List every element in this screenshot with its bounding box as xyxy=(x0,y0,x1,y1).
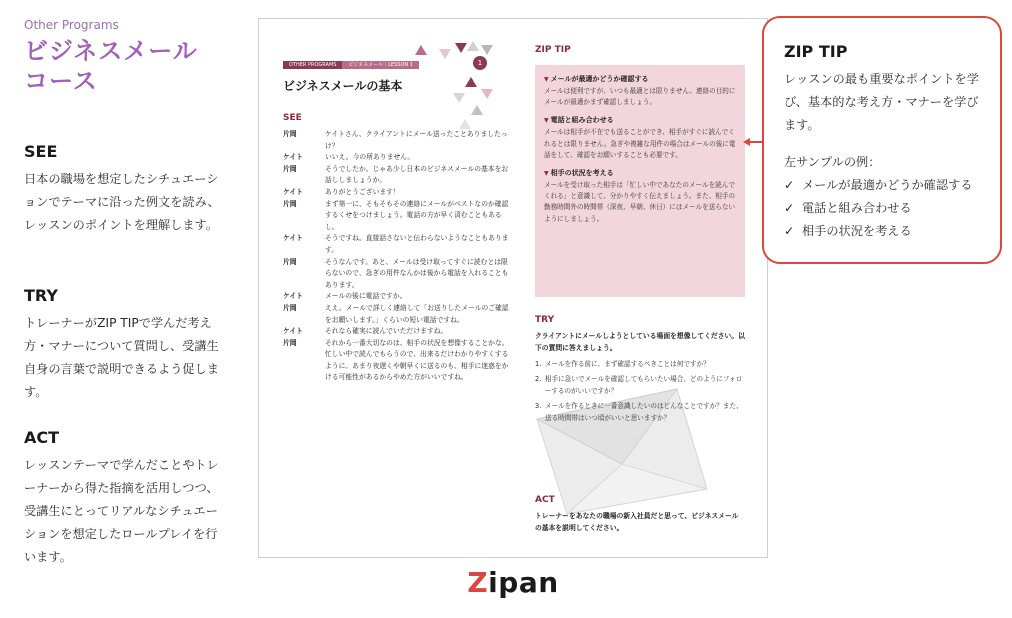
question-number: 2. xyxy=(535,375,542,384)
zip-tip-callout xyxy=(762,16,1002,264)
dialog-line xyxy=(283,233,513,256)
zip-tip-body: メールを受け取った相手は「忙しい中であなたのメールを読んでくれる」と意識して、分かりやすく伝えましょう。また、相手の勤務時間外の時間帯（深夜、早朝、休日）にはメールを送らないようにしましょう。 xyxy=(544,181,736,223)
dialog-text: それなら確実に読んでいただけますね。 xyxy=(325,327,448,336)
dialog-speaker: 片岡 xyxy=(283,199,297,208)
dialog-text: いいえ。今の所ありません。 xyxy=(325,153,415,162)
dialog-line xyxy=(283,326,513,338)
dialog-line xyxy=(283,291,513,303)
dialog-line xyxy=(283,129,513,152)
decor-triangle xyxy=(439,49,451,59)
try-heading: TRY xyxy=(24,286,58,305)
try-section xyxy=(24,286,224,404)
triangle-bullet-icon: ▼ xyxy=(544,117,549,125)
act-description: レッスンテーマで学んだことやトレーナーから得た指摘を活用しつつ、受講生にとってリアルなシチュエーションを想定したロールプレイを行います。 xyxy=(24,458,219,564)
callout-check-item xyxy=(784,174,982,197)
callout-check-text: メールが最適かどうか確認する xyxy=(802,178,973,192)
dialog-text: ケイトさん、クライアントにメール送ったことありましたっけ？ xyxy=(325,130,508,150)
callout-description: レッスンの最も重要なポイントを学び、基本的な考え方・マナーを学びます。 xyxy=(784,72,979,132)
dialog-line xyxy=(283,303,513,326)
dialog-speaker: 片岡 xyxy=(283,338,297,347)
page-number-badge: 1 xyxy=(473,56,487,70)
callout-check-item xyxy=(784,197,982,220)
see-description: 日本の職場を想定したシチュエーションでテーマに沿った例文を読み、レッスンのポイントを理解します。 xyxy=(24,172,220,232)
dialog-text: ありがとうございます！ xyxy=(325,187,400,196)
dialog-speaker: 片岡 xyxy=(283,257,297,266)
course-title-line1: ビジネスメール xyxy=(24,37,198,65)
decor-triangle xyxy=(453,93,465,103)
decor-triangle xyxy=(481,45,493,55)
triangle-bullet-icon: ▼ xyxy=(544,170,549,178)
dialog-text: まず第一に、そもそもその連絡にメールがベストなのか確認するくせをつけましょう。電話の方が早く済むこともあるし。 xyxy=(325,199,509,231)
question-item xyxy=(535,374,745,397)
lesson-chips xyxy=(283,61,419,69)
callout-pointer-line xyxy=(748,141,762,143)
question-text: メールを作る前に、まず確認するべきことは何ですか？ xyxy=(545,360,710,368)
decor-triangle xyxy=(471,105,483,115)
zip-tip-title xyxy=(544,167,736,180)
try-description: トレーナーがZIP TIPで学んだ考え方・マナーについて質問し、受講生自身の言葉で説明できるよう促します。 xyxy=(24,316,219,399)
dialog-text: メールの後に電話ですか。 xyxy=(325,292,407,301)
dialog-line xyxy=(283,257,513,292)
callout-example-title: 左サンプルの例： xyxy=(784,155,881,169)
dialog-speaker: ケイト xyxy=(283,292,303,301)
question-text: 相手に急いでメールを確認してもらいたい場合、どのようにフォローするのがいいですか？ xyxy=(545,375,743,395)
dialog-text: そうですね。直接話さないと伝わらないようなこともあります。 xyxy=(325,234,509,254)
dialog-text: ええ。メールで詳しく連絡して「お送りしたメールのご確認をお願いします。」くらいの短い電話ですね。 xyxy=(325,303,509,324)
dialog-line xyxy=(283,152,513,164)
zip-tip-title-text: 電話と組み合わせる xyxy=(550,116,614,125)
question-text: メールを作るときに一番意識したいのはどんなことですか？また、送る時間帯はいつ頃がいいと思いますか？ xyxy=(545,402,743,422)
doc-zip-tip-heading: ZIP TIP xyxy=(535,45,571,55)
act-section xyxy=(24,428,224,569)
dialog-speaker: ケイト xyxy=(283,153,303,162)
dialog-text: そうでしたか。じゃあ少し日本のビジネスメールの基本をお話ししましょうか。 xyxy=(325,164,509,185)
course-header xyxy=(24,16,224,96)
dialog-line xyxy=(283,164,513,187)
doc-act-heading: ACT xyxy=(535,495,555,505)
dialog-speaker: 片岡 xyxy=(283,303,297,312)
decor-triangle xyxy=(481,89,493,99)
zip-tip-box xyxy=(535,65,745,297)
dialog-line xyxy=(283,187,513,199)
logo-rest: ipan xyxy=(488,566,559,599)
callout-check-item xyxy=(784,220,982,243)
course-title-line2: コース xyxy=(24,67,98,95)
decor-triangle xyxy=(465,77,477,87)
act-heading: ACT xyxy=(24,428,60,447)
callout-check-text: 電話と組み合わせる xyxy=(802,201,912,215)
question-list xyxy=(535,359,745,428)
zipan-logo xyxy=(0,566,1012,599)
decor-triangle xyxy=(415,45,427,55)
question-item xyxy=(535,401,745,424)
callout-arrow-icon xyxy=(743,138,750,146)
see-heading: SEE xyxy=(24,142,58,161)
dialog-speaker: 片岡 xyxy=(283,130,297,138)
dialog-text: そうなんです。あと、メールは受け取ってすぐに読むとは限らないので、急ぎの用件なんかは後から電話を入れることもあります。 xyxy=(325,257,509,289)
callout-checklist xyxy=(784,174,982,243)
dialog-speaker: 片岡 xyxy=(283,164,297,173)
zip-tip-title xyxy=(544,73,736,86)
doc-see-heading: SEE xyxy=(283,113,302,123)
course-title xyxy=(24,36,224,96)
decor-triangle xyxy=(459,119,471,129)
decor-triangle xyxy=(467,41,479,51)
zip-tip-body: メールは相手が不在でも送ることができ、相手がすぐに読んでくれるとは限りません。急ぎや複雑な用件の場合はメールの後に電話をして、確認をお願いすることも必要です。 xyxy=(544,128,736,159)
zip-tip-item xyxy=(544,114,736,161)
dialog-speaker: ケイト xyxy=(283,187,303,196)
dialog-line xyxy=(283,199,513,234)
check-icon: ✓ xyxy=(784,201,795,215)
zip-tip-item xyxy=(544,73,736,108)
document-title: ビジネスメールの基本 xyxy=(283,79,403,93)
see-section xyxy=(24,142,224,237)
doc-try-heading: TRY xyxy=(535,315,555,325)
lesson-page-preview xyxy=(258,18,768,558)
dialog-line xyxy=(283,338,513,384)
zip-tip-body: メールは便利ですが、いつも最適とは限りません。連絡の目的にメールが最適かまず確認しましょう。 xyxy=(544,87,736,107)
check-icon: ✓ xyxy=(784,224,795,238)
dialog-speaker: ケイト xyxy=(283,234,303,243)
doc-act-text: トレーナーをあなたの職場の新入社員だと思って、ビジネスメールの基本を説明してください。 xyxy=(535,512,739,532)
check-icon: ✓ xyxy=(784,178,795,192)
zip-tip-title-text: メールが最適かどうか確認する xyxy=(550,75,649,83)
program-kicker: Other Programs xyxy=(24,18,119,32)
zip-tip-item xyxy=(544,167,736,225)
program-chip: OTHER PROGRAMS xyxy=(283,61,342,69)
doc-try-lead: クライアントにメールしようとしている場面を想像してください。以下の質問に答えましょう。 xyxy=(535,332,745,352)
decor-triangle xyxy=(455,43,467,53)
zip-tip-title xyxy=(544,114,736,127)
callout-check-text: 相手の状況を考える xyxy=(802,224,912,238)
dialog-transcript xyxy=(283,129,513,384)
logo-z: Z xyxy=(467,566,489,599)
zip-tip-title-text: 相手の状況を考える xyxy=(550,169,614,178)
dialog-text: それから一番大切なのは、相手の状況を想像することかな。忙しい中で読んでもらうので、出来るだけわかりやすくするように。あまり夜遅くや朝早くに送るのも、相手に迷惑をかける可能性があるからやめた方がいいですね。 xyxy=(325,338,509,382)
dialog-speaker: ケイト xyxy=(283,327,303,336)
lesson-chip: ビジネスメール｜LESSON 1 xyxy=(342,61,419,69)
question-number: 3. xyxy=(535,402,542,411)
callout-heading: ZIP TIP xyxy=(784,42,848,61)
triangle-bullet-icon: ▼ xyxy=(544,76,549,83)
question-number: 1. xyxy=(535,360,542,368)
question-item xyxy=(535,359,745,370)
